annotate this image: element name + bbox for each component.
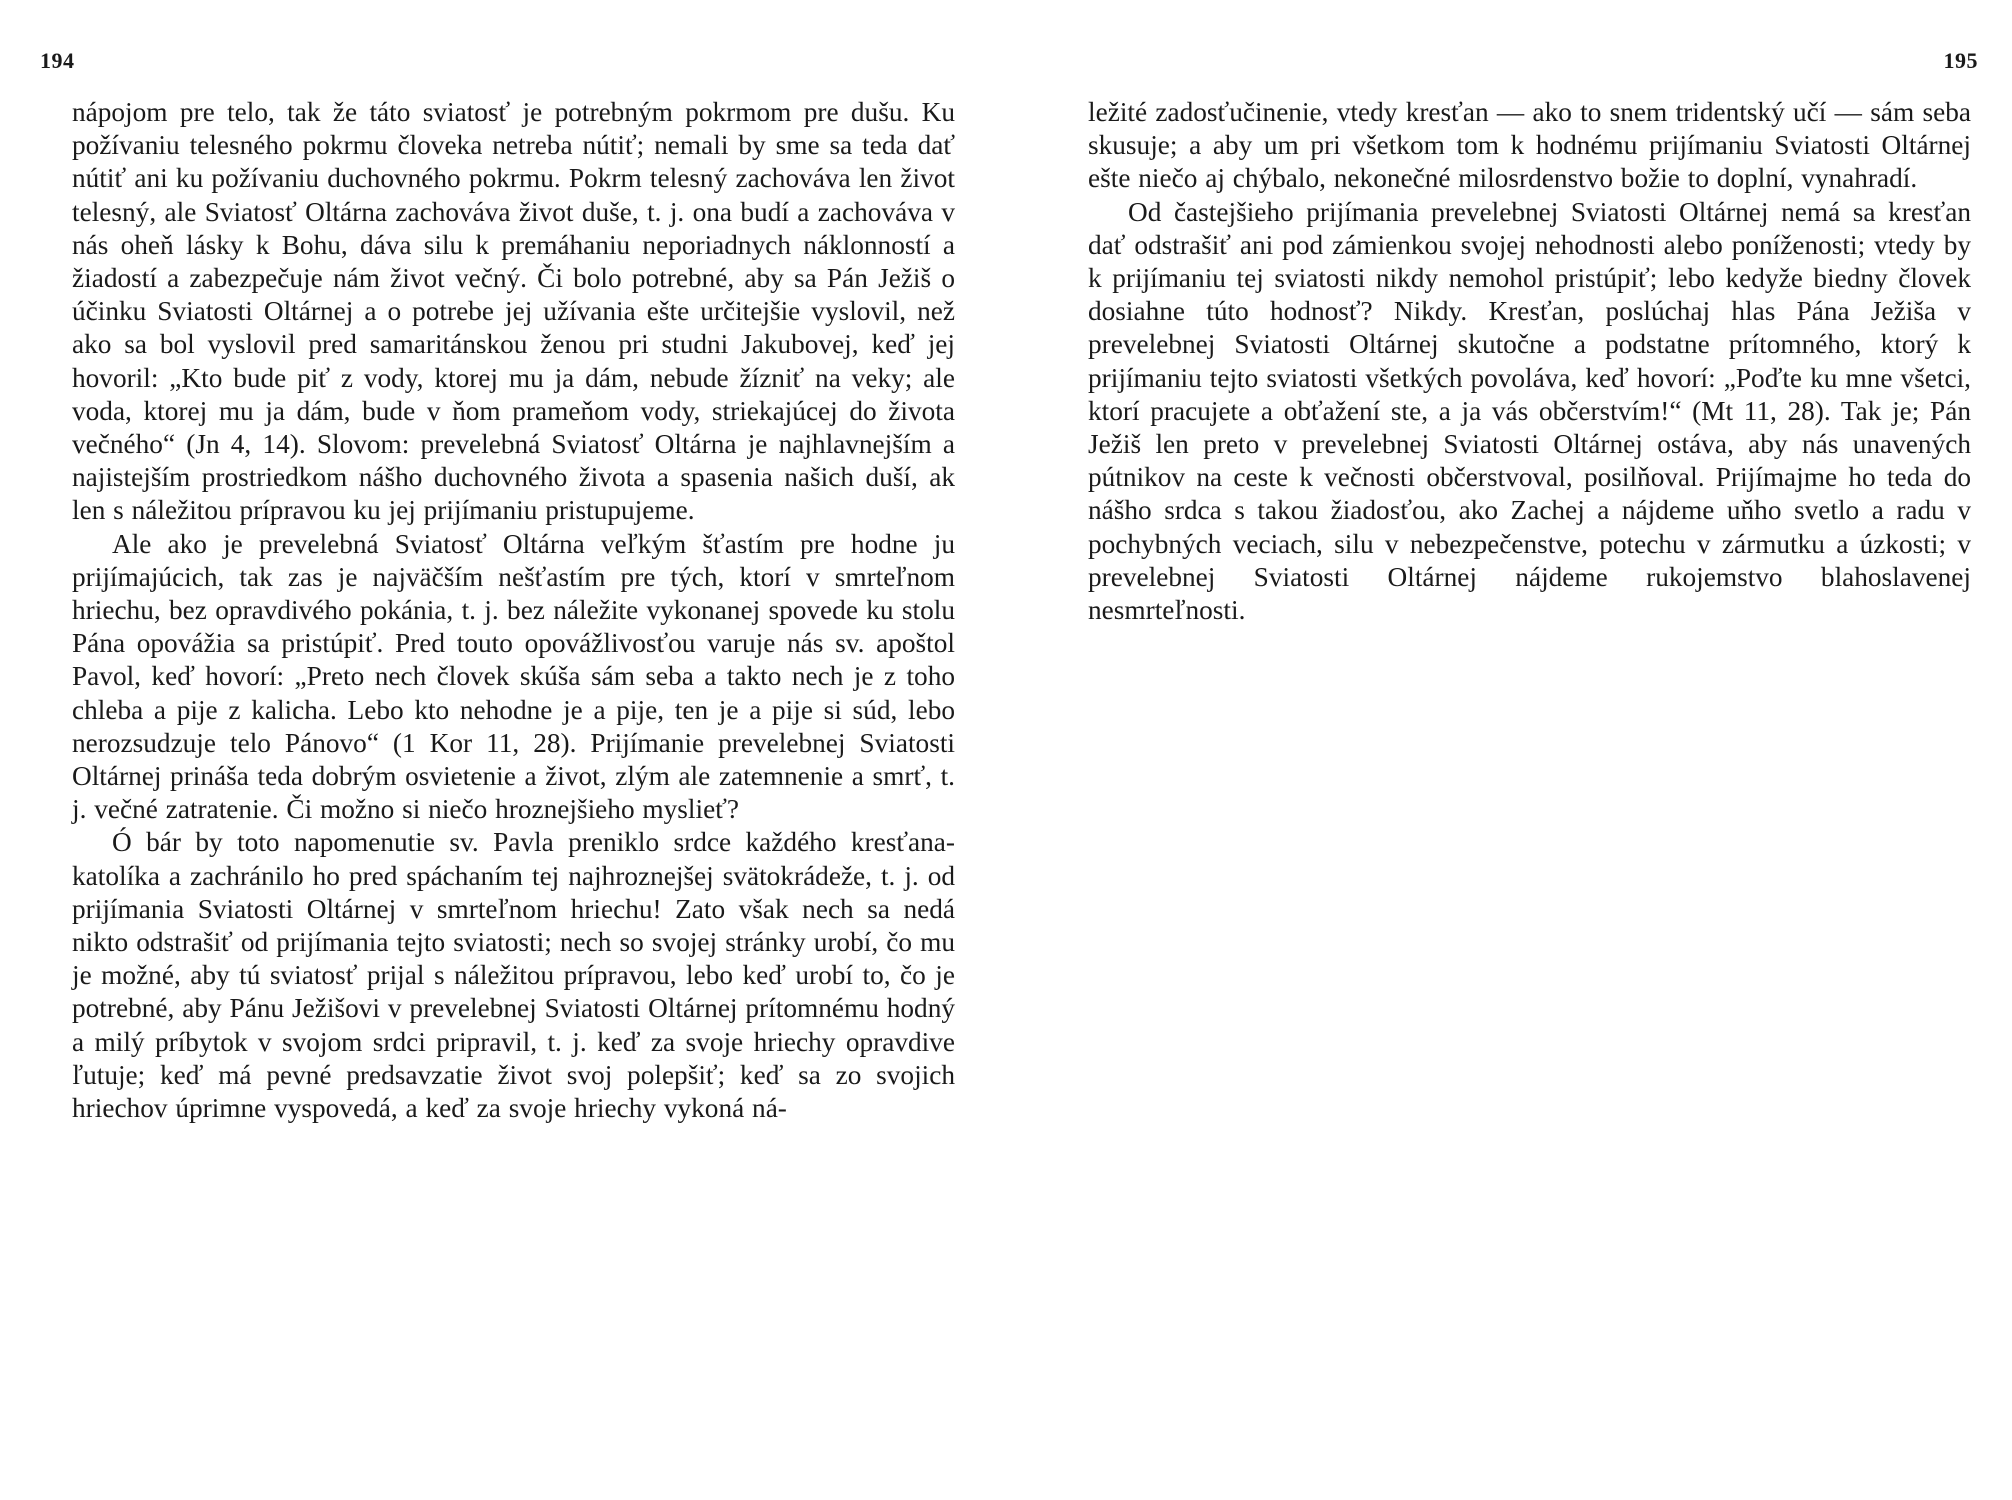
paragraph: Ó bár by toto napomenutie sv. Pavla preniklo srdce každého kresťana-katolíka a zachránilo ho pred spáchaním tej najhroznejšej svätokrádeže, t. j. od prijímania Sviatosti Oltárnej v smrteľnom hriechu! Zato však nech sa nedá nikto odstrašiť od prijímania tejto sviatosti; nech so svojej stránky urobí, čo mu je možné, aby tú sviatosť prijal s náležitou prípravou, lebo keď urobí to, čo je potrebné, aby Pánu Ježišovi v prevelebnej Sviatosti Oltárnej prítomnému hodný a milý príbytok v svojom srdci pripravil, t. j. keď za svoje hriechy opravdive ľutuje; keď má pevné predsavzatie život svoj polepšiť; keď sa zo svojich hriechov úprimne vyspovedá, a keď za svoje hriechy vykoná ná-	[72, 827, 955, 1124]
page-body	[72, 96, 955, 1125]
paragraph: nápojom pre telo, tak že táto sviatosť je potrebným pokrmom pre dušu. Ku požívaniu telesného pokrmu človeka netreba nútiť; nemali by sme sa teda dať nútiť ani ku požívaniu duchovného pokrmu. Pokrm telesný zachováva len život telesný, ale Sviatosť Oltárna zachováva život duše, t. j. ona budí a zachováva v nás oheň lásky k Bohu, dáva silu k premáhaniu neporiadnych náklonností a žiadostí a zabezpečuje nám život večný. Či bolo potrebné, aby sa Pán Ježiš o účinku Sviatosti Oltárnej a o potrebe jej užívania ešte určitejšie vyslovil, než ako sa bol vyslovil pred samaritánskou ženou pri studni Jakubovej, keď jej hovoril: „Kto bude piť z vody, ktorej mu ja dám, nebude žízniť na veky; ale voda, ktorej mu ja dám, bude v ňom prameňom vody, striekajúcej do života večného“ (Jn 4, 14). Slovom: prevelebná Sviatosť Oltárna je najhlavnejším a najistejším prostriedkom nášho duchovného života a spasenia našich duší, ak len s náležitou prípravou ku jej prijímaniu pristupujeme.	[72, 97, 955, 526]
paragraph: Od častejšieho prijímania prevelebnej Sviatosti Oltárnej nemá sa kresťan dať odstrašiť ani pod zámienkou svojej nehodnosti alebo poníženosti; vtedy by k prijímaniu tej sviatosti nikdy nemohol pristúpiť; lebo kedyže biedny človek dosiahne túto hodnosť? Nikdy. Kresťan, poslúchaj hlas Pána Ježiša v prevelebnej Sviatosti Oltárnej skutočne a podstatne prítomného, ktorý k prijímaniu tejto sviatosti všetkých povoláva, keď hovorí: „Poďte ku mne všetci, ktorí pracujete a obťažení ste, a ja vás občerstvím!“ (Mt 11, 28). Tak je; Pán Ježiš len preto v prevelebnej Sviatosti Oltárnej ostáva, aby nás unavených pútnikov na ceste k večnosti občerstvoval, posilňoval. Prijímajme ho teda do nášho srdca s takou žiadosťou, ako Zachej a nájdeme uňho svetlo a radu v pochybných veciach, silu v nebezpečenstve, potechu v zármutku a úzkosti; v prevelebnej Sviatosti Oltárnej nájdeme rukojemstvo blahoslavenej nesmrteľnosti.	[1088, 196, 1971, 626]
page-body	[1088, 96, 1971, 627]
page-number: 194	[40, 48, 75, 73]
paragraph: ležité zadosťučinenie, vtedy kresťan — ako to snem tridentský učí — sám seba skusuje; a aby um pri všetkom tom k hodnému prijímaniu Sviatosti Oltárnej ešte niečo aj chýbalo, nekonečné milosrdenstvo božie to doplní, vynahradí.	[1088, 97, 1971, 194]
paragraph: Ale ako je prevelebná Sviatosť Oltárna veľkým šťastím pre hodne ju prijímajúcich, tak zas je najväčším nešťastím pre tých, ktorí v smrteľnom hriechu, bez opravdivého pokánia, t. j. bez náležite vykonanej spovede ku stolu Pána opovážia sa pristúpiť. Pred touto opovážlivosťou varuje nás sv. apoštol Pavol, keď hovorí: „Preto nech človek skúša sám seba a takto nech je z toho chleba a pije z kalicha. Lebo kto nehodne je a pije, ten je a pije si súd, lebo nerozsudzuje telo Pánovo“ (1 Kor 11, 28). Prijímanie prevelebnej Sviatosti Oltárnej prináša teda dobrým osvietenie a život, zlým ale zatemnenie a smrť, t. j. večné zatratenie. Či možno si niečo hroznejšieho myslieť?	[72, 528, 955, 825]
page-number: 195	[1943, 48, 1978, 73]
right-page	[1006, 0, 2012, 1500]
